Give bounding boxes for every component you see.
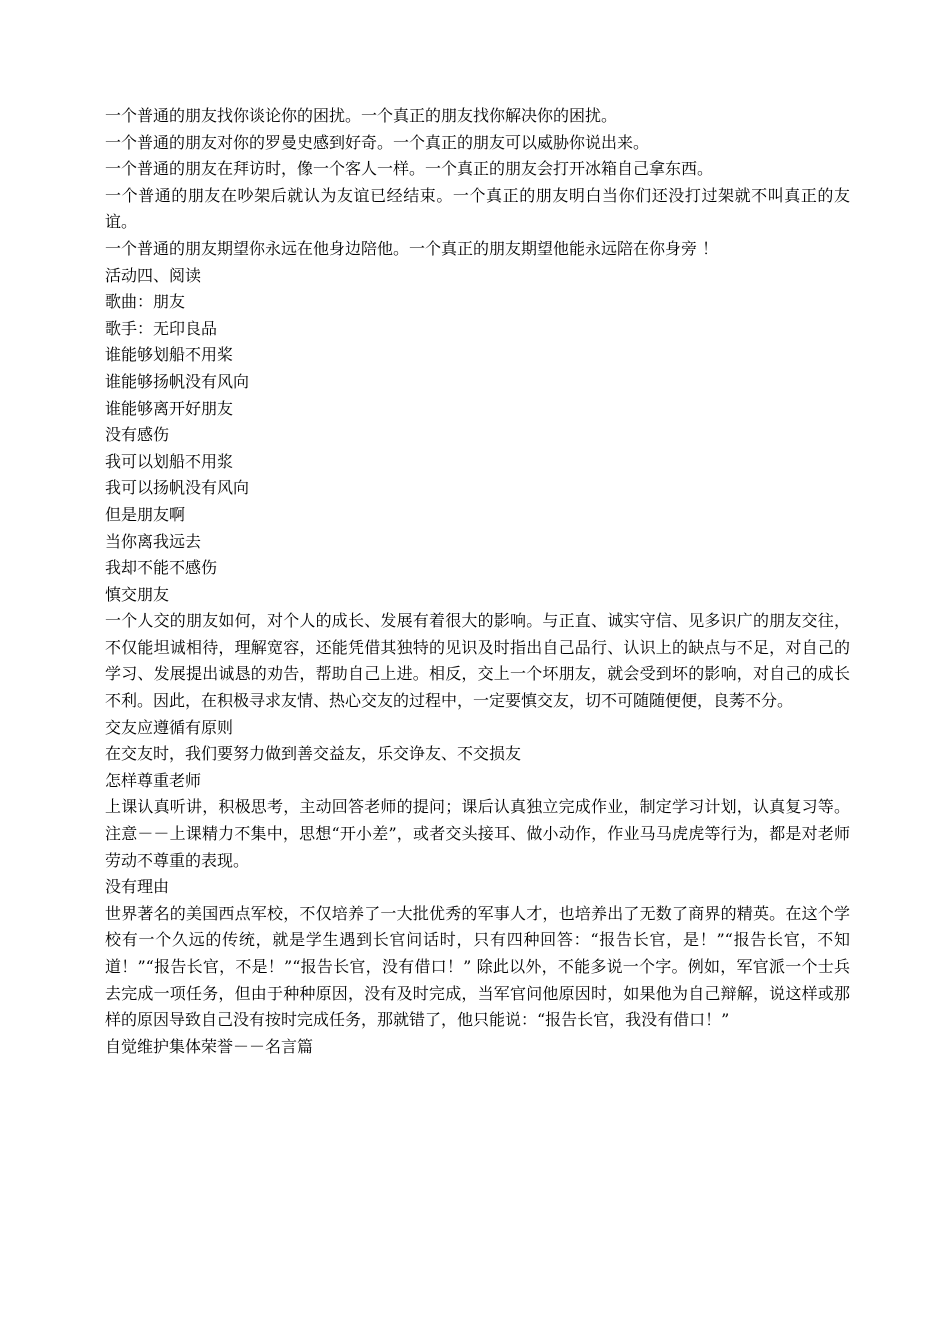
paragraph-ordinary-friend-troubles: 一个普通的朋友找你谈论你的困扰。一个真正的朋友找你解决你的困扰。	[105, 106, 618, 125]
lyric-line: 谁能够离开好朋友	[105, 398, 234, 418]
lyric-line: 但是朋友啊	[105, 504, 186, 524]
lyric-line: 谁能够扬帆没有风向	[105, 371, 250, 391]
paragraph-no-excuse: 世界著名的美国西点军校，不仅培养了一大批优秀的军事人才，也培养出了无数了商界的精英。在这个学校有一个久远的传统，就是学生遇到长官问话时，只有四种回答：“报告长官，是！”“报告长官，不知道！”“报告长官，不是！”“报告长官，没有借口！” 除此以外，不能多说一个字。例如，军官派一个士兵去完成一项任务，但由于种种原因，没有及时完成，当军官问他原因时，如果他为自己辩解，说这样或那样的原因导致自己没有按时完成任务，那就错了，他只能说：“报告长官，我没有借口！”	[105, 903, 850, 1030]
lyric-line: 我可以扬帆没有风向	[105, 478, 250, 498]
paragraph-respect-teachers: 上课认真听讲，积极思考，主动回答老师的提问；课后认真独立完成作业，制定学习计划，认真复习等。注意－－上课精力不集中，思想“开小差”，或者交头接耳、做小动作，作业马马虎虎等行为，都是对老师劳动不尊重的表现。	[105, 797, 850, 870]
paragraph-ordinary-friend-quarrel: 一个普通的朋友在吵架后就认为友谊已经结束。一个真正的朋友明白当你们还没打过架就不叫真正的友谊。	[105, 185, 850, 232]
document-page	[105, 103, 850, 1060]
lyric-line: 谁能够划船不用桨	[105, 345, 234, 365]
song-singer: 歌手：无印良品	[105, 318, 218, 338]
paragraph-careful-friends: 一个人交的朋友如何，对个人的成长、发展有着很大的影响。与正直、诚实守信、见多识广的朋友交往，不仅能坦诚相待，理解宽容，还能凭借其独特的见识及时指出自己品行、认识上的缺点与不足，对自己的学习、发展提出诚恳的劝告，帮助自己上进。相反，交上一个坏朋友，就会受到坏的影响，对自己的成长不利。因此，在积极寻求友情、热心交友的过程中，一定要慎交友，切不可随随便便，良莠不分。	[105, 611, 850, 711]
section-heading-no-excuse: 没有理由	[105, 877, 170, 897]
paragraph-ordinary-friend-company: 一个普通的朋友期望你永远在他身边陪他。一个真正的朋友期望他能永远陪在你身旁 ！	[105, 238, 719, 258]
section-heading-friendship-principles: 交友应遵循有原则	[105, 717, 234, 737]
paragraph-ordinary-friend-romance: 一个普通的朋友对你的罗曼史感到好奇。一个真正的朋友可以威胁你说出来。	[105, 132, 650, 152]
song-title: 歌曲：朋友	[105, 292, 186, 312]
section-heading-careful-friends: 慎交朋友	[105, 584, 170, 604]
paragraph-ordinary-friend-visit: 一个普通的朋友在拜访时，像一个客人一样。一个真正的朋友会打开冰箱自己拿东西。	[105, 159, 714, 179]
lyric-line: 当你离我远去	[105, 531, 202, 551]
lyric-line: 我却不能不感伤	[105, 558, 218, 578]
section-heading-activity-four: 活动四、阅读	[105, 265, 202, 285]
section-heading-respect-teachers: 怎样尊重老师	[105, 770, 202, 790]
section-heading-collective-honor: 自觉维护集体荣誉－－名言篇	[105, 1036, 314, 1056]
lyric-line: 我可以划船不用浆	[105, 451, 234, 471]
paragraph-friendship-principles: 在交友时，我们要努力做到善交益友，乐交诤友、不交损友	[105, 744, 522, 764]
lyric-line: 没有感伤	[105, 425, 170, 445]
